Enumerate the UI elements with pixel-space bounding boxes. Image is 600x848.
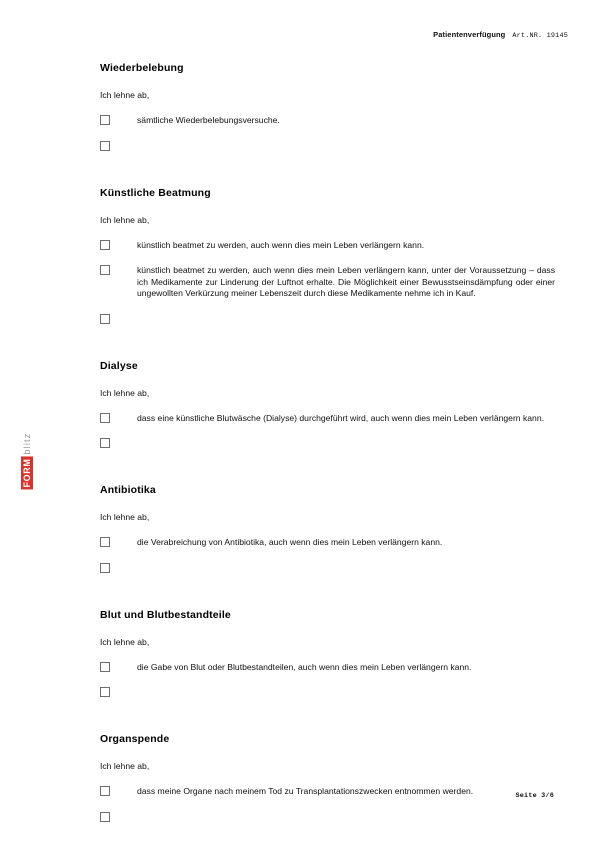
document-header — [433, 30, 568, 40]
checkbox[interactable] — [100, 115, 110, 125]
section-wiederbelebung — [100, 62, 555, 151]
option-label: dass eine künstliche Blutwäsche (Dialyse) durchgeführt wird, auch wenn dies mein Leben verlängern kann. — [137, 412, 544, 423]
checkbox[interactable] — [100, 265, 110, 275]
section-heading: Dialyse — [100, 359, 138, 372]
section-blut-und-blutbestandteile — [100, 609, 555, 698]
option-label: dass meine Organe nach meinem Tod zu Transplantationszwecken entnommen werden. — [137, 786, 474, 796]
option-row[interactable] — [100, 240, 555, 252]
section-spacer — [100, 717, 555, 733]
checkbox[interactable] — [100, 687, 110, 697]
checkbox[interactable] — [100, 537, 110, 547]
option-row[interactable] — [100, 265, 555, 300]
section-lead: Ich lehne ab, — [100, 214, 150, 225]
section-lead: Ich lehne ab, — [100, 636, 150, 647]
option-label: künstlich beatmet zu werden, auch wenn dies mein Leben verlängern kann, unter der Voraussetzung – dass ich Medikamente zur Linderung der Luftnot erhalte. Die Möglichkeit einer Bewusstseinsdämpfung oder einer ungewollten Verkürzung meiner Lebenszeit durch diese Medikamente nehme ich in Kauf. — [137, 265, 555, 298]
option-row[interactable] — [100, 413, 555, 425]
section-spacer — [100, 171, 555, 187]
option-row[interactable] — [100, 314, 555, 324]
section-heading: Künstliche Beatmung — [100, 186, 211, 199]
option-row[interactable] — [100, 438, 555, 448]
option-row[interactable] — [100, 115, 555, 127]
formblitz-logo — [20, 420, 33, 502]
logo-primary-text: FORM — [21, 458, 32, 488]
section-lead: Ich lehne ab, — [100, 512, 150, 522]
section-dialyse — [100, 360, 555, 449]
option-row[interactable] — [100, 662, 555, 674]
checkbox[interactable] — [100, 438, 110, 448]
option-row[interactable] — [100, 537, 555, 549]
checkbox[interactable] — [100, 141, 110, 151]
section-heading: Antibiotika — [100, 484, 156, 496]
option-label: die Gabe von Blut oder Blutbestandteilen, auch wenn dies mein Leben verlängern kann. — [137, 661, 472, 672]
section-organspende — [100, 733, 555, 822]
article-number: Art.NR. 19145 — [512, 32, 568, 40]
section-spacer — [100, 344, 555, 360]
section-heading: Organspende — [100, 733, 170, 745]
section-lead: Ich lehne ab, — [100, 387, 150, 398]
section-spacer — [100, 593, 555, 609]
checkbox[interactable] — [100, 413, 110, 423]
option-row[interactable] — [100, 141, 555, 151]
option-row[interactable] — [100, 786, 555, 798]
checkbox[interactable] — [100, 563, 110, 573]
checkbox[interactable] — [100, 662, 110, 672]
section-lead: Ich lehne ab, — [100, 90, 150, 100]
checkbox[interactable] — [100, 812, 110, 822]
checkbox[interactable] — [100, 786, 110, 796]
form-content — [100, 62, 555, 842]
section-antibiotika — [100, 484, 555, 573]
checkbox[interactable] — [100, 240, 110, 250]
checkbox[interactable] — [100, 314, 110, 324]
option-label: künstlich beatmet zu werden, auch wenn dies mein Leben verlängern kann. — [137, 239, 425, 250]
option-row[interactable] — [100, 687, 555, 697]
section-heading: Blut und Blutbestandteile — [100, 608, 231, 621]
logo-secondary-text: blitz — [21, 432, 32, 455]
option-label: die Verabreichung von Antibiotika, auch wenn dies mein Leben verlängern kann. — [137, 537, 443, 547]
option-row[interactable] — [100, 812, 555, 822]
section-heading: Wiederbelebung — [100, 62, 184, 74]
option-label: sämtliche Wiederbelebungsversuche. — [137, 115, 280, 125]
section-kuenstliche-beatmung — [100, 187, 555, 324]
section-spacer — [100, 468, 555, 484]
section-lead: Ich lehne ab, — [100, 761, 150, 771]
document-title: Patientenverfügung — [433, 30, 506, 39]
option-row[interactable] — [100, 563, 555, 573]
page-number: Seite 3/6 — [515, 792, 554, 800]
